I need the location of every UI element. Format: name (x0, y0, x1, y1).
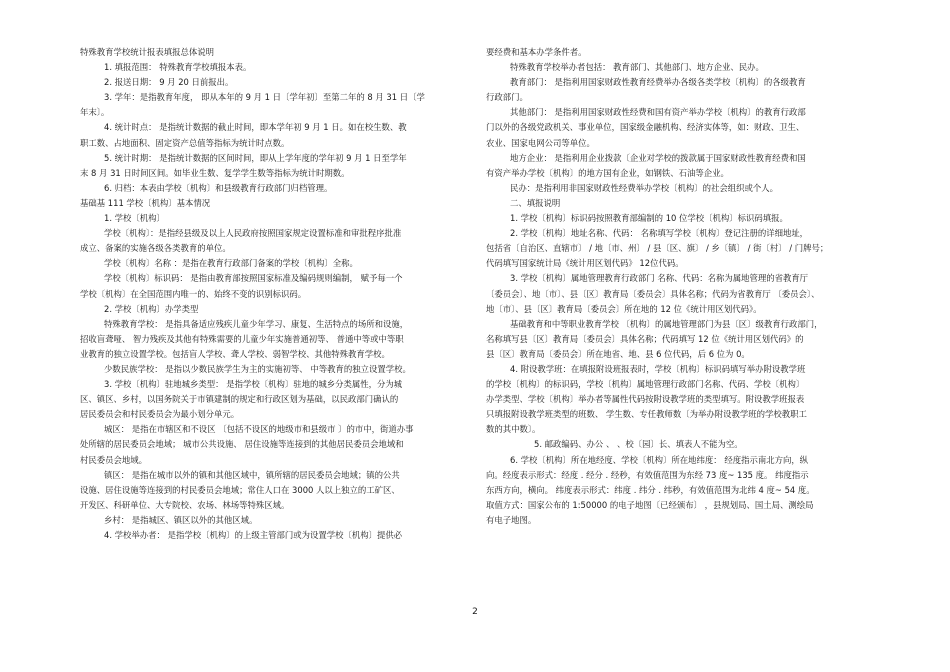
text-line: 城区： 是指在市辖区和不设区 〔包括不设区的地级市和县级市 〕的市中，街道办事 (104, 424, 414, 435)
text-line: 成立、备案的实施各级各类教育的单位。 (80, 243, 231, 254)
text-line: 6. 归档：本表由学校〔机构〕和县级教育行政部门归档管理。 (104, 182, 333, 193)
text-line: 镇区： 是指在城市以外的镇和其他区域中，镇所辖的居民委员会地域；镇的公共 (104, 469, 400, 480)
text-line: 2. 学校〔机构〕地址名称、代码： 名称填写学校〔机构〕登记注册的详细地址， (510, 228, 809, 239)
text-line: 特殊教育学校： 是指具备适应残疾儿童少年学习、康复、生活特点的场所和设施， (104, 318, 409, 329)
text-line: 办学类型、学校〔机构〕举办者等属性代码按附设教学班的类型填写。附设教学班报表 (486, 394, 805, 405)
text-line: 1. 学校〔机构〕标识码按照教育部编制的 10 位学校〔机构〕标识码填报。 (510, 213, 788, 224)
text-line: 门以外的各级党政机关、事业单位，国家级金融机构、经济实体等，如：财政、卫生、 (486, 122, 805, 133)
page-number: 2 (472, 607, 478, 617)
text-line: 1. 学校〔机构〕 (104, 213, 165, 224)
text-line: 1. 填报范围： 特殊教育学校填报本表。 (104, 62, 252, 73)
text-line: 开发区、科研单位、大专院校、农场、林场等特殊区域。 (80, 499, 290, 510)
text-line: 5. 统计时期： 是指统计数据的区间时间，即从上学年度的学年初 9 月 1 日至学年 (104, 152, 407, 163)
text-line: 6. 学校〔机构〕所在地经度、学校〔机构〕所在地纬度： 经度指示南北方向，纵 (510, 454, 809, 465)
text-line: 特殊教育学校举办者包括： 教育部门、其他部门、地方企业、民办。 (510, 62, 764, 73)
text-line: 3. 学年：是指教育年度， 即从本年的 9 月 1 日〔学年初〕至第二年的 8 月 31 日〔学 (104, 92, 425, 103)
text-line: 学校〔机构〕在全国范围内唯一的、始终不变的识别标识码。 (80, 288, 307, 299)
text-line: 取值方式：国家公布的 1:50000 的电子地图〔已经颁布〕 ，县规划局、国土局、测绘局 (486, 499, 814, 510)
text-line: 地方企业： 是指利用企业拨款〔企业对学校的拨款属于国家财政性教育经费和国 (510, 152, 806, 163)
text-line: 名称填写县〔区〕教育局〔委员会〕具体名称；代码填写 12 位《统计用区划代码》的 (486, 333, 804, 344)
text-line: 3. 学校〔机构〕属地管理教育行政部门 名称、代码：名称为属地管理的省教育厅 (510, 273, 809, 284)
text-line: 5. 邮政编码、办公 、 、校〔园〕长、填表人不能为空。 (534, 439, 743, 450)
text-line: 的学校〔机构〕的标识码，学校〔机构〕属地管理行政部门名称、代码、学校〔机构〕 (486, 379, 805, 390)
text-line: 乡村： 是指城区、镇区以外的其他区域。 (104, 514, 258, 525)
text-line: 教育部门： 是指利用国家财政性教育经费举办各级各类学校〔机构〕的各级教育 (510, 77, 806, 88)
text-line: 其他部门： 是指利用国家财政性经费和国有资产举办学校〔机构〕的教育行政部 (510, 107, 806, 118)
text-line: 4. 学校举办者： 是指学校〔机构〕的上级主管部门或为设置学校〔机构〕提供必 (104, 530, 403, 540)
text-line: 〔委员会〕、地〔市〕、县〔区〕教育局〔委员会〕具体名称；代码为省教育厅 〔委员会〕、 (486, 288, 820, 299)
text-line: 职工数、占地面积、固定资产总值等指标为统计时点数。 (80, 137, 290, 148)
text-line: 少数民族学校： 是指以少数民族学生为主的实施初等、 中等教育的独立设置学校。 (104, 363, 411, 374)
text-line: 3. 学校〔机构〕驻地城乡类型： 是指学校〔机构〕驻地的城乡分类属性，分为城 (104, 379, 403, 390)
text-line: 民办：是指利用非国家财政性经费举办学校〔机构〕的社会组织或个人。 (510, 182, 778, 193)
text-line: 地〔市〕、县〔区〕教育局〔委员会〕所在地的 12 位《统计用区划代码》。 (486, 303, 762, 314)
text-line: 包括省〔自治区、直辖市〕 / 地〔市、州〕 / 县〔区、旗〕 / 乡〔镇〕 / 街〔村〕 / 门牌号； (486, 243, 829, 254)
text-line: 处所辖的居民委员会地域； 城市公共设施、 居住设施等连接到的其他居民委员会地域和 (80, 439, 404, 450)
text-line: 数的其中数〕。 (486, 424, 541, 435)
text-line: 向。经度表示形式：经度 . 经分 . 经秒，有效值范围为东经 73 度~ 135 度。 纬度指示 (486, 469, 809, 480)
text-line: 有资产举办学校〔机构〕的地方国有企业，如钢铁、石油等企业。 (486, 167, 729, 178)
text-line: 二、填报说明 (510, 197, 561, 208)
text-line: 设施、居住设施等连接到的村民委员会地域；常住人口在 3000 人以上独立的工矿区、 (80, 484, 400, 495)
text-line: 2. 报送日期： 9 月 20 日前报出。 (104, 77, 234, 88)
text-line: 东西方向，横向。 纬度表示形式：纬度 . 纬分 . 纬秒，有效值范围为北纬 4 度~ 54 度。 (486, 484, 815, 495)
text-line: 业教育的独立设置学校。包括盲人学校、聋人学校、弱智学校、其他特殊教育学校。 (80, 348, 390, 359)
text-line: 行政部门。 (486, 92, 528, 103)
text-line: 4. 附设教学班：在填报附设班报表时，学校〔机构〕标识码填写举办附设教学班 (510, 363, 806, 374)
right-column (486, 45, 874, 528)
text-line: 学校〔机构〕：是指经县级及以上人民政府按照国家规定设置标准和审批程序批准 (104, 228, 402, 239)
text-line: 代码填写国家统计局《统计用区划代码》 12位代码。 (486, 258, 684, 269)
text-line: 学校〔机构〕标识码： 是指由教育部按照国家标准及编码规则编制， 赋予每一个 (104, 273, 403, 284)
text-line: 基础基 111 学校〔机构〕基本情况 (80, 197, 211, 208)
text-line: 招收盲聋哑、 智力残疾及其他有特殊需要的儿童少年实施普通初等、 普通中等或中等职 (80, 333, 404, 344)
text-line: 要经费和基本办学条件者。 (486, 47, 587, 57)
text-line: 基础教育和中等职业教育学校 〔机构〕的属地管理部门为县〔区〕级教育行政部门， (510, 318, 823, 329)
text-line: 居民委员会和村民委员会为最小划分单元。 (80, 409, 240, 420)
text-line: 农业、国家电网公司等单位。 (486, 137, 595, 148)
text-line: 年末〕。 (80, 107, 110, 118)
text-line: 村民委员会地域。 (80, 454, 147, 465)
text-line: 学校〔机构〕名称 ：是指在教育行政部门备案的学校〔机构〕全称。 (104, 258, 358, 269)
text-line: 2. 学校〔机构〕办学类型 (104, 303, 199, 314)
text-line: 4. 统计时点： 是指统计数据的截止时间，即本学年初 9 月 1 日。如在校生数、教 (104, 122, 407, 133)
text-line: 只填报附设教学班类型的班数、 学生数、专任教师数〔为举办附设教学班的学校教职工 (486, 409, 807, 420)
text-line: 特殊教育学校统计报表填报总体说明 (80, 47, 214, 57)
text-line: 县〔区〕教育局〔委员会〕所在地省、地、县 6 位代码，后 6 位为 0。 (486, 348, 750, 359)
text-line: 有电子地图。 (486, 514, 537, 525)
text-line: 区、镇区、乡村，以国务院关于市镇建制的规定和行政区划为基础，以民政部门确认的 (80, 394, 399, 405)
text-line: 末 8 月 31 日时间区间。如毕业生数、复学学生数等指标为统计时期数。 (80, 167, 350, 178)
left-column (80, 45, 465, 543)
